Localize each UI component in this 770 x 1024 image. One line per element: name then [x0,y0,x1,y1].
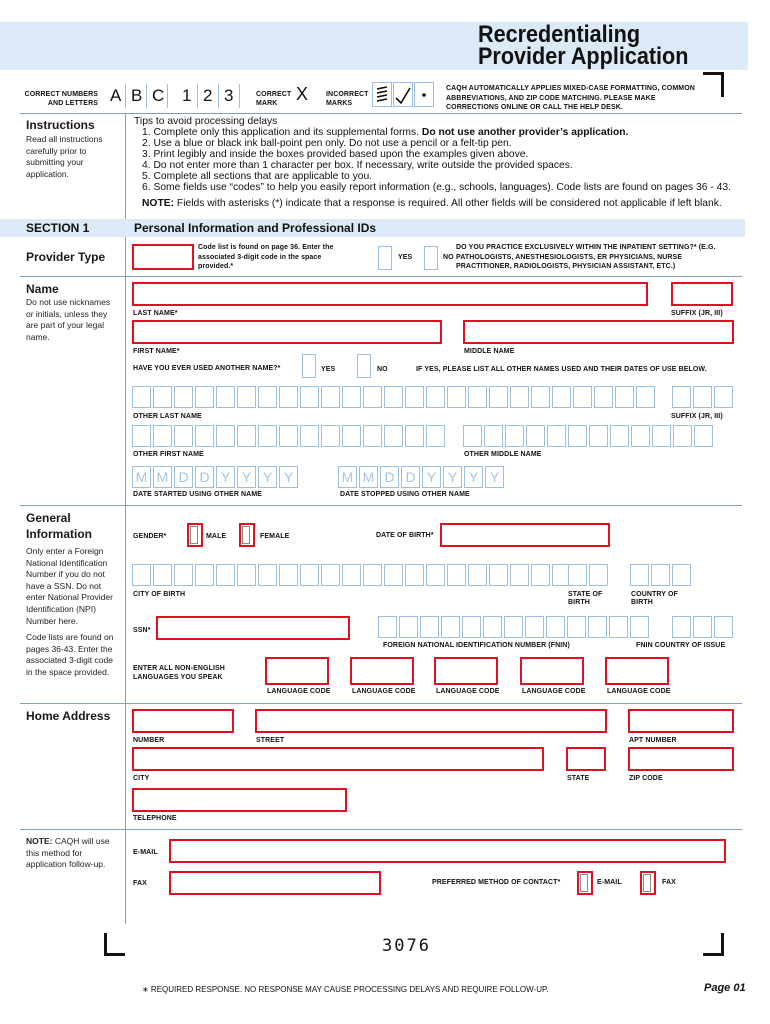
fnin-country-boxes[interactable] [672,616,733,638]
correct-mark-sample: X [296,84,309,104]
dob-label: DATE OF BIRTH* [376,532,434,539]
rule-name [20,505,742,506]
first-name-input[interactable] [132,320,442,344]
page-number: Page 01 [704,982,746,994]
caqh-note: CAQH AUTOMATICALLY APPLIES MIXED-CASE FORMATTING, COMMON ABBREVIATIONS, AND ZIP CODE MATCHING. PLEASE MAKE CORRECTIONS ONLINE OR CALL THE HELP DESK. [446,85,695,111]
language-code-1-input[interactable] [265,657,329,685]
inpatient-question: DO YOU PRACTICE EXCLUSIVELY WITHIN THE INPATIENT SETTING?* (E.G. PATHOLOGISTS, ANESTHESIOLOGISTS, ER PHYSICIANS, NURSE PRACTITIONER, RADIOLOGISTS, PHYSICIAN ASSISTANT, ETC.) [456,244,716,270]
address-state-input[interactable] [566,747,606,771]
contact-note: NOTE: CAQH will use this method for application follow-up. [26,836,110,870]
address-zip-label: ZIP CODE [629,775,663,782]
other-suffix-label: SUFFIX (JR, III) [671,413,723,420]
corner-mark-bottom-left [104,933,125,956]
other-last-name-label: OTHER LAST NAME [133,413,202,420]
email-input[interactable] [169,839,726,863]
form-number: 3076 [382,936,431,956]
instructions-heading: Instructions [26,118,95,132]
sample-char-b: B [131,86,143,105]
inpatient-yes-checkbox[interactable] [378,246,392,270]
address-zip-input[interactable] [628,747,734,771]
fnin-country-label: FNIN COUNTRY OF ISSUE [636,642,726,649]
section-label: SECTION 1 [26,221,90,235]
rule-header [20,113,742,114]
rule-general [20,703,742,704]
page-title [478,21,689,70]
corner-mark-top-right [703,72,724,97]
provider-type-note: Code list is found on page 36. Enter the associated 3-digit code in the space provided.* [198,244,334,270]
state-of-birth-label: STATE OF BIRTH [568,591,603,606]
incorrect-marks-icon [372,82,436,108]
language-code-4-input[interactable] [520,657,584,685]
middle-name-label: MIDDLE NAME [464,348,515,355]
date-stopped-boxes[interactable]: M M D D Y Y Y Y [338,466,504,488]
fax-input[interactable] [169,871,381,895]
general-text-2: Code lists are found on pages 36-43. Enter the associated 3-digit code in the space provided. [26,632,114,677]
inpatient-no-label: NO [443,254,454,261]
incorrect-marks-label: INCORRECT MARKS [326,91,369,107]
first-name-label: FIRST NAME* [133,348,180,355]
title-line-2: Provider Application [478,43,689,70]
sample-char-2: 2 [203,86,213,105]
language-code-5-input[interactable] [605,657,669,685]
tips-block [134,116,734,209]
other-names-question: HAVE YOU EVER USED ANOTHER NAME?* [133,365,281,372]
other-names-yes-checkbox[interactable] [302,354,316,378]
address-number-input[interactable] [132,709,234,733]
city-of-birth-boxes[interactable] [132,564,571,586]
tip-1: 1. Complete only this application and its supplemental forms. Do not use another provider’s application. [142,127,629,138]
gender-female-label: FEMALE [260,533,290,540]
languages-label: ENTER ALL NON-ENGLISH LANGUAGES YOU SPEAK [133,665,225,681]
gender-label: GENDER* [133,533,167,540]
general-heading: General Information [26,511,92,541]
rule-telephone [20,829,742,830]
email-label: E-MAIL [133,849,158,856]
telephone-label: TELEPHONE [133,815,177,822]
other-suffix-boxes[interactable] [672,386,733,408]
rule-provider [20,276,742,277]
sample-char-3: 3 [224,86,234,105]
provider-type-code-input[interactable] [132,244,194,270]
tips-note: NOTE: Fields with asterisks (*) indicate that a response is required. All other fields will be considered not applicable if left blank. [142,198,722,209]
other-names-instructions: IF YES, PLEASE LIST ALL OTHER NAMES USED AND THEIR DATES OF USE BELOW. [416,366,707,373]
tip-6: 6. Some fields use “codes” to help you easily report information (e.g., schools, languages). Code lists are found on pages 36 - 43. [142,182,731,193]
name-heading: Name [26,282,59,296]
gender-female-checkbox[interactable] [239,523,255,547]
corner-mark-bottom-right [703,933,724,956]
language-code-3-label: LANGUAGE CODE [436,688,500,695]
home-address-heading: Home Address [26,709,111,723]
sample-char-c: C [152,86,165,105]
ssn-input[interactable] [156,616,350,640]
suffix-label: SUFFIX (JR, III) [671,310,723,317]
date-stopped-label: DATE STOPPED USING OTHER NAME [340,491,470,498]
provider-type-heading: Provider Type [26,250,106,264]
city-of-birth-label: CITY OF BIRTH [133,591,186,598]
preferred-fax-checkbox[interactable] [640,871,656,895]
preferred-email-label: E-MAIL [597,879,622,886]
language-code-1-label: LANGUAGE CODE [267,688,331,695]
dob-input[interactable] [440,523,610,547]
language-code-4-label: LANGUAGE CODE [522,688,586,695]
required-note: ∗ REQUIRED RESPONSE. NO RESPONSE MAY CAUSE PROCESSING DELAYS AND REQUIRE FOLLOW-UP. [142,985,549,994]
language-code-3-input[interactable] [434,657,498,685]
other-names-no-checkbox[interactable] [357,354,371,378]
address-apt-label: APT NUMBER [629,737,677,744]
date-started-boxes[interactable]: M M D D Y Y Y Y [132,466,298,488]
country-of-birth-label: COUNTRY OF BIRTH [631,591,678,606]
address-street-label: STREET [256,737,285,744]
address-apt-input[interactable] [628,709,734,733]
instructions-text: Read all instructions carefully prior to submitting your application. [26,134,103,179]
country-of-birth-boxes[interactable] [630,564,691,586]
middle-name-input[interactable] [463,320,734,344]
inpatient-yes-label: YES [398,254,413,261]
other-first-name-label: OTHER FIRST NAME [133,451,204,458]
section-title: Personal Information and Professional IDs [134,221,377,235]
suffix-input[interactable] [671,282,733,306]
correct-numbers-label: CORRECT NUMBERS AND LETTERS [24,91,98,107]
other-middle-name-label: OTHER MIDDLE NAME [464,451,542,458]
other-first-name-boxes[interactable] [132,425,445,447]
fax-label: FAX [133,880,147,887]
sample-char-a: A [110,86,122,105]
address-city-label: CITY [133,775,150,782]
correct-mark-label: CORRECT MARK [256,91,292,107]
preferred-email-checkbox[interactable] [577,871,593,895]
date-started-label: DATE STARTED USING OTHER NAME [133,491,263,498]
title-line-1: Recredentialing [478,21,641,48]
gender-male-checkbox[interactable] [187,523,203,547]
language-code-2-label: LANGUAGE CODE [352,688,416,695]
language-code-2-input[interactable] [350,657,414,685]
address-state-label: STATE [567,775,590,782]
sample-dividers [106,84,246,108]
tip-4: 4. Do not enter more than 1 character per box. If necessary, write outside the provided spaces. [142,160,573,171]
address-number-label: NUMBER [133,737,165,744]
other-last-name-boxes[interactable] [132,386,655,408]
other-names-yes-label: YES [321,366,336,373]
other-names-no-label: NO [377,366,388,373]
sample-char-1: 1 [182,86,192,105]
general-text-1: Only enter a Foreign National Identification Number if you do not have a SSN. Do not enter National Provider Identification (NPI) Number here. [26,546,113,626]
other-middle-name-boxes[interactable] [463,425,713,447]
name-text: Do not use nicknames or initials, unless they are part of your legal name. [26,297,111,342]
preferred-fax-label: FAX [662,879,676,886]
state-of-birth-boxes[interactable] [568,564,608,586]
last-name-input[interactable] [132,282,648,306]
address-street-input[interactable] [255,709,607,733]
fnin-boxes[interactable] [378,616,649,638]
inpatient-no-checkbox[interactable] [424,246,438,270]
tip-3: 3. Print legibly and inside the boxes provided based upon the examples given above. [142,149,529,160]
fnin-label: FOREIGN NATIONAL IDENTIFICATION NUMBER (FNIN) [383,642,570,649]
address-city-input[interactable] [132,747,544,771]
telephone-input[interactable] [132,788,347,812]
language-code-5-label: LANGUAGE CODE [607,688,671,695]
preferred-contact-label: PREFERRED METHOD OF CONTACT* [432,879,561,886]
tips-title: Tips to avoid processing delays [134,116,278,127]
tip-5: 5. Complete all sections that are applicable to you. [142,171,373,182]
gender-male-label: MALE [206,533,227,540]
ssn-label: SSN* [133,627,151,634]
tip-2: 2. Use a blue or black ink ball-point pen only. Do not use a pencil or a felt-tip pen. [142,138,512,149]
last-name-label: LAST NAME* [133,310,178,317]
